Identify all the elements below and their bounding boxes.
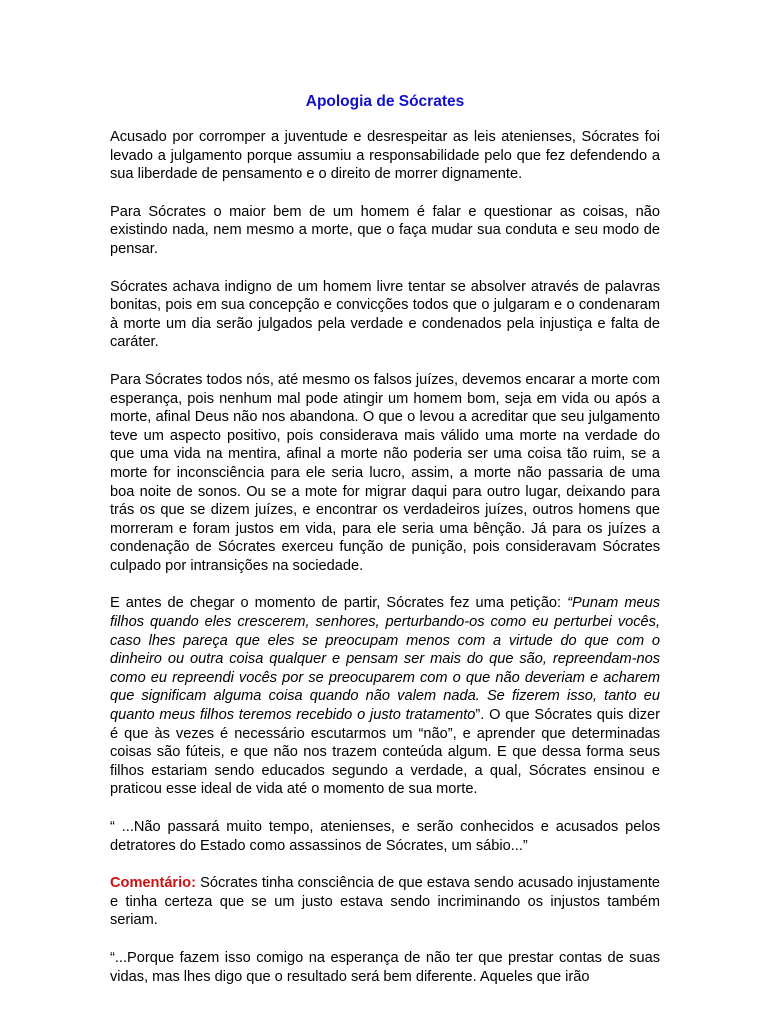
paragraph-5-intro: E antes de chegar o momento de partir, Sócrates fez uma petição: [110,595,568,612]
paragraph-5 [110,594,660,799]
petition-quote: “Punam meus filhos quando eles crescerem, senhores, perturbando-os como eu perturbei vocês, caso lhes pareça que eles se preocupam menos com a virtude do que com o dinheiro ou outra coisa qualquer e pensam ser mais do que são, repreendam-nos como eu repreendi vocês por se preocuparem com o que não deveriam e acharem que significam alguma coisa quando não valem nada. Se fizerem isso, tanto eu quanto meus filhos teremos recebido o justo tratamento [110,595,661,724]
paragraph-2: Para Sócrates o maior bem de um homem é falar e questionar as coisas, não existindo nada, nem mesmo a morte, que o faça mudar sua conduta e seu modo de pensar. [110,203,660,257]
paragraph-6: “ ...Não passará muito tempo, atenienses, e serão conhecidos e acusados pelos detratores do Estado como assassinos de Sócrates, um sábio...” [110,819,660,854]
paragraph-4: Para Sócrates todos nós, até mesmo os falsos juízes, devemos encarar a morte com esperança, pois nenhum mal pode atingir um homem bom, seja em vida ou após a morte, afinal Deus não nos abandona. O que o levou a acreditar que seu julgamento teve um aspecto positivo, pois considerava mais válido uma morte na verdade do que uma vida na mentira, afinal a morte não poderia ser uma coisa tão ruim, se a morte for inconsciência para ele seria lucro, assim, a morte não passaria de uma boa noite de sonos. Ou se a mote for migrar daqui para outro lugar, deixando para trás os que se dizem juízes, e encontrar os verdadeiros juízes, outros homens que morreram e foram justos em vida, para ele seria uma bênção. Já para os juízes a condenação de Sócrates exerceu função de punição, pois consideravam Sócrates culpado por intransições na sociedade. [110,371,660,574]
document-title: Apologia de Sócrates [305,93,465,110]
comment-label: Comentário: [110,875,196,892]
paragraph-3: Sócrates achava indigno de um homem livre tentar se absolver através de palavras bonitas, pois em sua concepção e convicções todos que o julgaram e o condenaram à morte um dia serão julgados pela verdade e condenados pela injustiça e falta de caráter. [110,278,660,351]
comment-text: Sócrates tinha consciência de que estava sendo acusado injustamente e tinha certeza que se um justo estava sendo incriminando os injustos também seriam. [110,875,660,929]
paragraph-1: Acusado por corromper a juventude e desrespeitar as leis atenienses, Sócrates foi levado a julgamento porque assumiu a responsabilidade pelo que fez defendendo a sua liberdade de pensamento e o direito de morrer dignamente. [110,129,660,183]
paragraph-7 [110,874,660,930]
paragraph-8: “...Porque fazem isso comigo na esperança de não ter que prestar contas de suas vidas, mas lhes digo que o resultado será bem diferente. Aqueles que irão [110,949,660,985]
paragraph-5-rest: ”. O que Sócrates quis dizer é que às vezes é necessário escutarmos um “não”, e aprender que determinadas coisas são fúteis, e que não nos trazem conteúda algum. E que dessa forma seus filhos estariam sendo educados segundo a verdade, a qual, Sócrates ensinou e praticou esse ideal de vida até o momento de sua morte. [110,707,660,798]
